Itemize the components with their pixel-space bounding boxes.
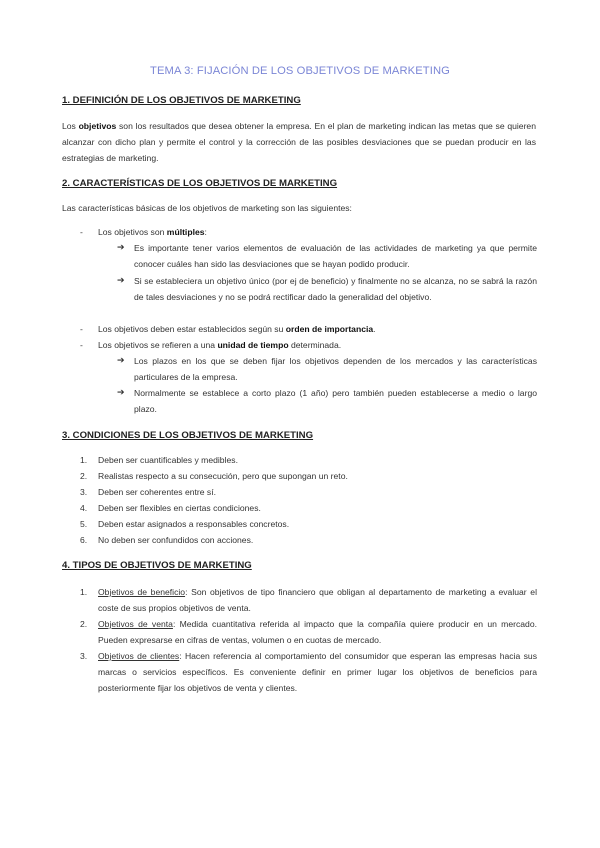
text-run: Los objetivos deben estar establecidos según su: [98, 324, 286, 334]
sub-bullet-2: Si se estableciera un objetivo único (por ej de beneficio) y finalmente no se alcanza, no se sabrá la razón de tales desviaciones y no se podrá rectificar dado la generalidad del objetivo.: [134, 276, 537, 302]
list-number: 1.: [80, 587, 88, 597]
section-2-heading: 2. CARACTERÍSTICAS DE LOS OBJETIVOS DE MARKETING: [62, 178, 338, 189]
list-number: 2.: [80, 471, 88, 481]
arrow-icon: ➔: [117, 387, 125, 397]
text-run: :: [204, 227, 207, 237]
text-run: Los: [62, 121, 79, 131]
list-number: 3.: [80, 487, 88, 497]
section-1-heading: 1. DEFINICIÓN DE LOS OBJETIVOS DE MARKETING: [62, 95, 301, 106]
type-item-beneficio: [98, 584, 537, 616]
bullet-dash: -: [80, 324, 83, 334]
text-run: .: [373, 324, 376, 334]
text-run: Los objetivos se refieren a una: [98, 340, 218, 350]
text-run: determinada.: [288, 340, 342, 350]
section-3-heading: 3. CONDICIONES DE LOS OBJETIVOS DE MARKETING: [62, 430, 314, 441]
bold-term: objetivos: [78, 121, 117, 131]
type-label: Objetivos de clientes: [98, 651, 180, 661]
arrow-icon: ➔: [117, 242, 125, 252]
list-item: Deben ser coherentes entre sí.: [98, 487, 216, 497]
section-4-heading: 4. TIPOS DE OBJETIVOS DE MARKETING: [62, 560, 252, 571]
list-item: Deben estar asignados a responsables concretos.: [98, 519, 290, 529]
bullet-tiempo: [98, 337, 538, 353]
type-item-venta: [98, 616, 537, 648]
arrow-icon: ➔: [117, 275, 125, 285]
list-item: Deben ser cuantificables y medibles.: [98, 455, 238, 465]
type-text: : Medida cuantitativa referida al impacto que la compañía quiere producir en un mercado. Pueden expresarse en cifras de ventas, volumen o en cuotas de mercado.: [98, 619, 537, 645]
bullet-dash: -: [80, 227, 83, 237]
type-label: Objetivos de beneficio: [98, 587, 186, 597]
list-number: 6.: [80, 535, 88, 545]
list-number: 5.: [80, 519, 88, 529]
bold-term: múltiples: [166, 227, 205, 237]
section-1-paragraph: [62, 118, 536, 166]
list-number: 1.: [80, 455, 88, 465]
arrow-icon: ➔: [117, 355, 125, 365]
type-text: : Son objetivos de tipo financiero que obligan al departamento de marketing a evaluar el coste de sus propios objetivos de venta.: [98, 587, 537, 613]
bullet-dash: -: [80, 340, 83, 350]
bold-term: unidad de tiempo: [217, 340, 289, 350]
bold-term: orden de importancia: [285, 324, 374, 334]
bullet-orden: [98, 321, 538, 337]
list-item: Realistas respecto a su consecución, pero que supongan un reto.: [98, 471, 348, 481]
sub-bullet-1: Es importante tener varios elementos de evaluación de las actividades de marketing ya que permite conocer cuáles han sido las desviaciones que se hayan podido producir.: [134, 243, 537, 269]
section-2-intro: Las características básicas de los objetivos de marketing son las siguientes:: [62, 203, 352, 213]
list-item: Deben ser flexibles en ciertas condiciones.: [98, 503, 261, 513]
text-run: son los resultados que desea obtener la empresa. En el plan de marketing indican las metas que se quieren alcanzar con dicho plan y permite el control y la corrección de las posibles desviaciones que se puedan producir en las estrategias de marketing.: [62, 121, 536, 163]
type-item-clientes: [98, 648, 537, 696]
list-number: 4.: [80, 503, 88, 513]
text-run: Los objetivos son: [98, 227, 167, 237]
document-title: TEMA 3: FIJACIÓN DE LOS OBJETIVOS DE MARKETING: [150, 65, 450, 77]
type-label: Objetivos de venta: [98, 619, 173, 629]
list-number: 2.: [80, 619, 88, 629]
list-item: No deben ser confundidos con acciones.: [98, 535, 254, 545]
list-number: 3.: [80, 651, 88, 661]
sub-bullet-4: Normalmente se establece a corto plazo (1 año) pero también pueden establecerse a medio o largo plazo.: [134, 388, 537, 414]
sub-bullet-3: Los plazos en los que se deben fijar los objetivos dependen de los mercados y las características particulares de la empresa.: [134, 356, 537, 382]
type-text: : Hacen referencia al comportamiento del consumidor que esperan las empresas hacia sus marcas o servicios específicos. Es conveniente definir en primer lugar los objetivos de beneficios para posteriormente fijar los objetivos de venta y clientes.: [98, 651, 538, 693]
bullet-multiples: [98, 224, 538, 240]
